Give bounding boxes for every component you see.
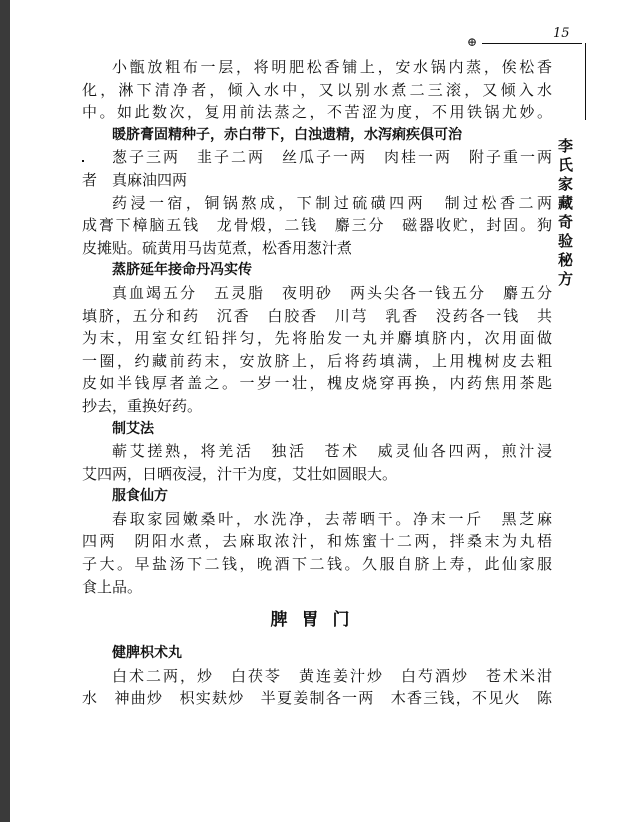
- text-line: 一圈，约藏前药末，安放脐上，后将药填满，上用槐树皮去粗: [82, 351, 552, 370]
- text-line: 艾四两，日晒夜浸，汁干为度，艾壮如圆眼大。: [82, 464, 398, 483]
- text-line: 水 神曲炒 枳实麸炒 半夏姜制各一两 木香三钱，不见火 陈: [82, 689, 552, 708]
- text-line: 真血竭五分 五灵脂 夜明砂 两头尖各一钱五分 麝五分: [112, 283, 552, 302]
- text-line: 抄去，重换好药。: [82, 396, 203, 415]
- text-line: 皮摊贴。硫黄用马齿苋煮，松香用葱汁煮: [82, 238, 353, 257]
- text-line: 食上品。: [82, 577, 143, 596]
- book-side-title: 李氏家藏奇验秘方: [556, 138, 574, 290]
- text-line: 成膏下樟脑五钱 龙骨煅，二钱 麝三分 磁器收贮，封固。狗: [82, 216, 552, 235]
- page-edge-shadow: [0, 0, 10, 822]
- header-rule: [482, 43, 582, 44]
- ornament-icon: ⊕: [467, 35, 478, 49]
- text-line: 白术二两，炒 白茯苓 黄连姜汁炒 白芍酒炒 苍术米泔: [112, 666, 552, 685]
- text-line: 药浸一宿，铜锅熬成，下制过硫磺四两 制过松香二两: [112, 193, 552, 212]
- text-line: 为末，用室女红铅拌匀，先将胎发一丸并麝填脐内，次用面做: [82, 329, 552, 348]
- text-line: 子大。早盐汤下二钱，晚酒下二钱。久服自脐上寿，此仙家服: [82, 555, 552, 574]
- recipe-title: 蒸脐延年接命丹冯实传: [112, 262, 252, 279]
- text-line: 皮如半钱厚者盖之。一岁一壮，槐皮烧穿再换，内药焦用茶匙: [82, 374, 552, 393]
- text-line: 葱子三两 韭子二两 丝瓜子一两 肉桂一两 附子重一两: [112, 148, 552, 167]
- page-body: [82, 56, 552, 710]
- recipe-title: 服食仙方: [112, 488, 168, 505]
- section-heading: 脾胃门: [270, 610, 364, 631]
- page-number: 15: [553, 26, 570, 41]
- text-line: 填脐，五分和药 沉香 白胶香 川芎 乳香 没药各一钱 共: [82, 306, 552, 325]
- text-line: 化，淋下清净者，倾入水中，又以别水煮二三滚，又倾入水: [82, 80, 552, 99]
- text-line: 者 真麻油四两: [82, 170, 188, 189]
- text-line: 四两 阴阳水煮，去麻取浓汁，和炼蜜十二两，拌桑末为丸梧: [82, 532, 552, 551]
- recipe-title: 暖脐膏固精种子，赤白带下，白浊遗精，水泻痢疾俱可治: [112, 126, 462, 143]
- text-line: 小甑放粗布一层，将明肥松香铺上，安水锅内蒸，俟松香: [112, 58, 552, 76]
- recipe-title: 健脾枳术丸: [112, 645, 182, 662]
- side-rule: [585, 43, 586, 120]
- text-line: 中。如此数次，复用前法蒸之，不苦涩为度，不用铁锅尤妙。: [82, 103, 552, 122]
- recipe-title: 制艾法: [112, 420, 154, 437]
- text-line: 蕲艾搓熟，将羌活 独活 苍术 威灵仙各四两，煎汁浸: [112, 442, 552, 461]
- text-line: 春取家园嫩桑叶，水洗净，去蒂晒干。净末一斤 黑芝麻: [112, 509, 552, 528]
